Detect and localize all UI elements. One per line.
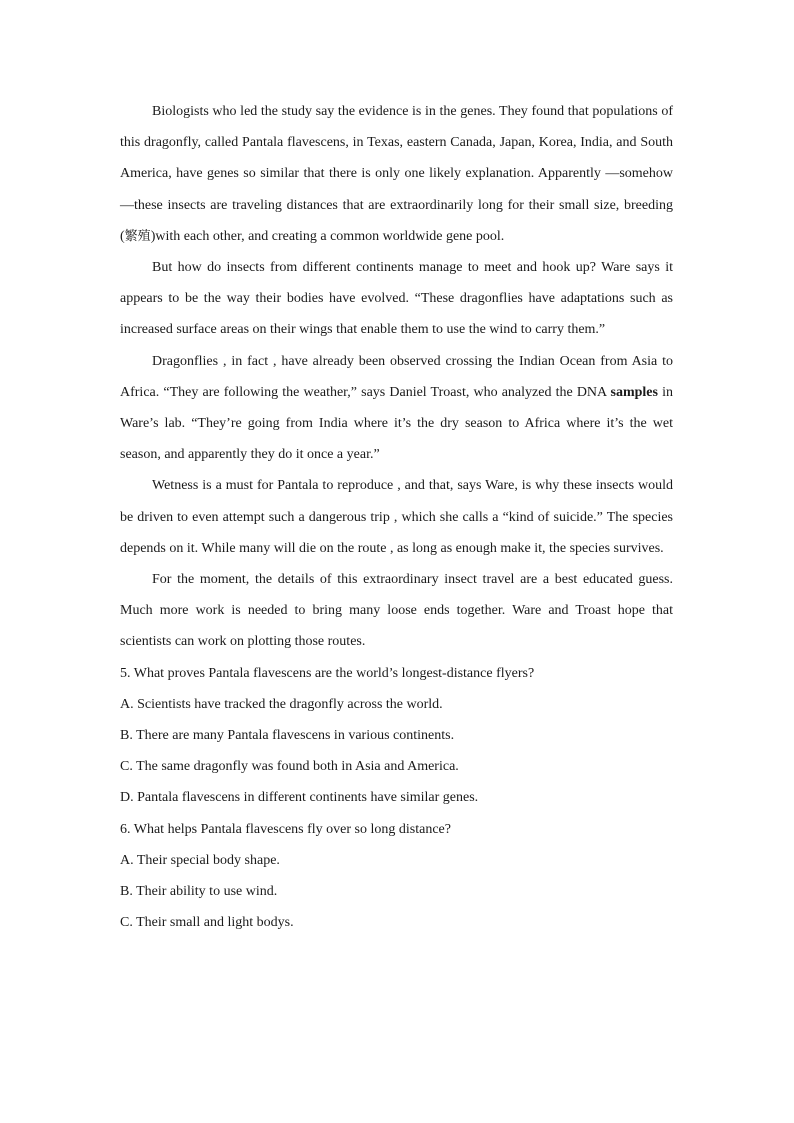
bold-term: samples xyxy=(610,384,658,400)
paragraph-2: But how do insects from different continents manage to meet and hook up? Ware says it appears to be the way their bodies have evolved. “These dragonflies have adaptations such as increased surface areas on their wings that enable them to use the wind to carry them.” xyxy=(120,260,673,338)
question-6 xyxy=(120,814,673,939)
paragraph-5: For the moment, the details of this extraordinary insect travel are a best educated guess. Much more work is needed to bring many loose ends together. Ware and Troast hope that scientists can work on plotting those routes. xyxy=(120,572,673,650)
document-page xyxy=(120,96,673,938)
chinese-gloss: 繁殖 xyxy=(124,228,151,244)
option-c: C. Their small and light bodys. xyxy=(120,915,294,931)
question-stem: 6. What helps Pantala flavescens fly over so long distance? xyxy=(120,821,451,837)
option-a: A. Scientists have tracked the dragonfly across the world. xyxy=(120,696,443,712)
question-5 xyxy=(120,658,673,814)
paragraph-1: Biologists who led the study say the evidence is in the genes. They found that populations of this dragonfly, called Pantala flavescens, in Texas, eastern Canada, Japan, Korea, India, and South America, have genes so similar that there is only one likely explanation. Apparently —somehow —these insects are traveling distances that are extraordinarily long for their small size, breeding (繁殖)with each other, and creating a common worldwide gene pool. xyxy=(120,104,673,244)
option-a: A. Their special body shape. xyxy=(120,852,280,868)
option-b: B. Their ability to use wind. xyxy=(120,884,278,900)
question-stem: 5. What proves Pantala flavescens are the world’s longest-distance flyers? xyxy=(120,665,535,681)
option-b: B. There are many Pantala flavescens in various continents. xyxy=(120,728,455,744)
option-d: D. Pantala flavescens in different continents have similar genes. xyxy=(120,790,479,806)
option-c: C. The same dragonfly was found both in Asia and America. xyxy=(120,759,459,775)
paragraph-3: Dragonflies , in fact , have already been observed crossing the Indian Ocean from Asia to Africa. “They are following the weather,” says Daniel Troast, who analyzed the DNA samples in Ware’s lab. “They’re going from India where it’s the dry season to Africa where it’s the wet season, and apparently they do it once a year.” xyxy=(120,353,673,463)
paragraph-4: Wetness is a must for Pantala to reproduce , and that, says Ware, is why these insects would be driven to even attempt such a dangerous trip , which she calls a “kind of suicide.” The species depends on it. While many will die on the route , as long as enough make it, the species survives. xyxy=(120,478,673,556)
